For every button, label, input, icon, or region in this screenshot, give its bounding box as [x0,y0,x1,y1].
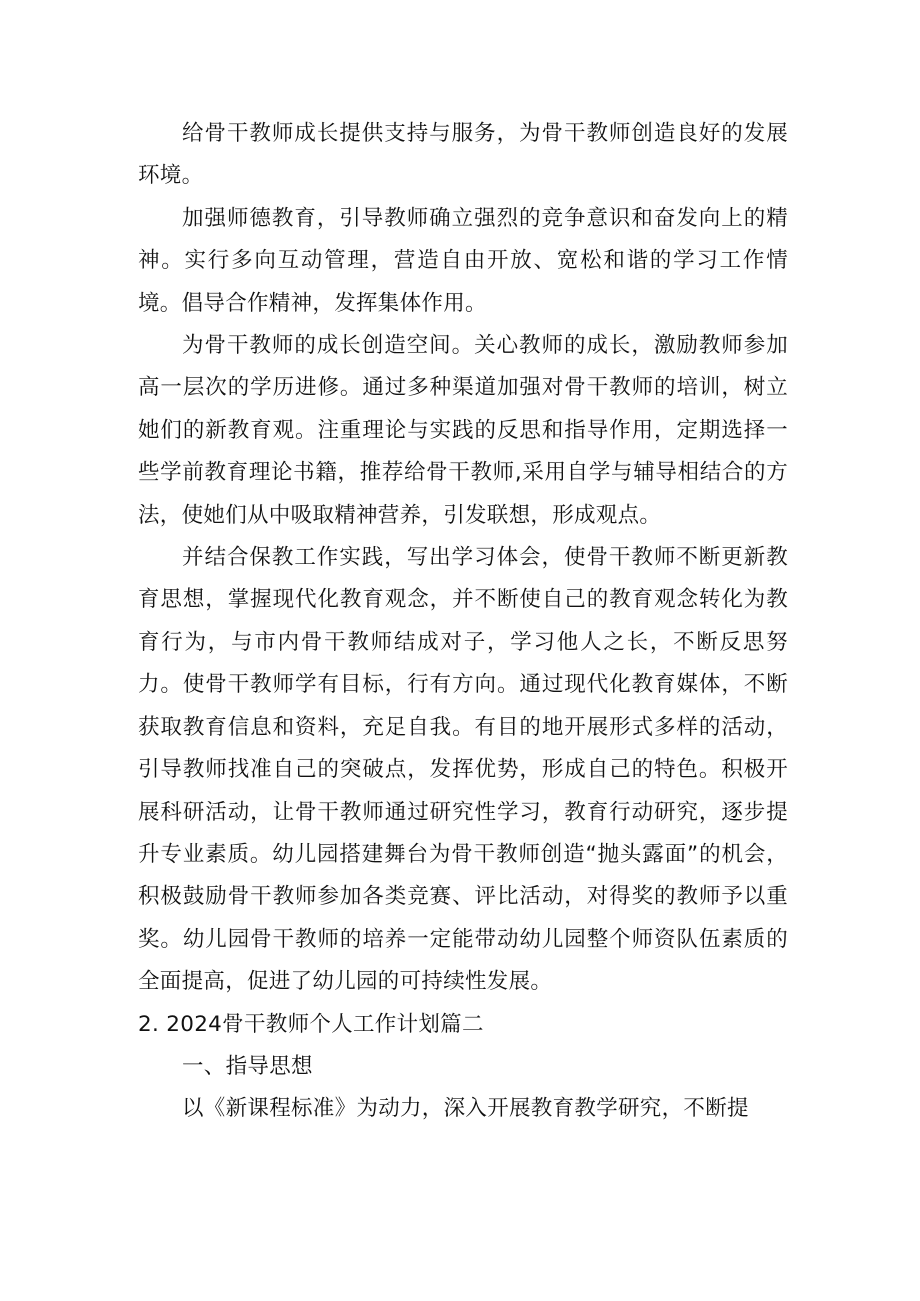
paragraph-growth-space: 为骨干教师的成长创造空间。关心教师的成长，激励教师参加高一层次的学历进修。通过多种渠道加强对骨干教师的培训，树立她们的新教育观。注重理论与实践的反思和指导作用，定期选择一些学前教育理论书籍，推荐给骨干教师,采用自学与辅导相结合的方法，使她们从中吸取精神营养，引发联想，形成观点。 [138,333,788,528]
paragraph-support-service: 给骨干教师成长提供支持与服务，为骨干教师创造良好的发展环境。 [138,121,788,189]
paragraph-ethics-education: 加强师德教育，引导教师确立强烈的竞争意识和奋发向上的精神。实行多向互动管理，营造自由开放、宽松和谐的学习工作情境。倡导合作精神，发挥集体作用。 [138,205,788,316]
paragraph-truncated: 以《新课程标准》为动力，深入开展教育教学研究，不断提 [182,1096,749,1122]
paragraph-practice: 并结合保教工作实践，写出学习体会，使骨干教师不断更新教育思想，掌握现代化教育观念，并不断使自己的教育观念转化为教育行为，与市内骨干教师结成对子，学习他人之长，不断反思努力。使骨干教师学有目标，行有方向。通过现代化教育媒体，不断获取教育信息和资料，充足自我。有目的地开展形式多样的活动，引导教师找准自己的突破点，发挥优势，形成自己的特色。积极开展科研活动，让骨干教师通过研究性学习，教育行动研究，逐步提升专业素质。幼儿园搭建舞台为骨干教师创造“抛头露面”的机会，积极鼓励骨干教师参加各类竞赛、评比活动，对得奖的教师予以重奖。幼儿园骨干教师的培养一定能带动幼儿园整个师资队伍素质的全面提高，促进了幼儿园的可持续性发展。 [138,545,788,995]
document-body [138,113,788,1131]
subheading-guiding-ideology: 一、指导思想 [182,1053,313,1079]
section-heading: 2. 2024骨干教师个人工作计划篇二 [138,1011,484,1037]
